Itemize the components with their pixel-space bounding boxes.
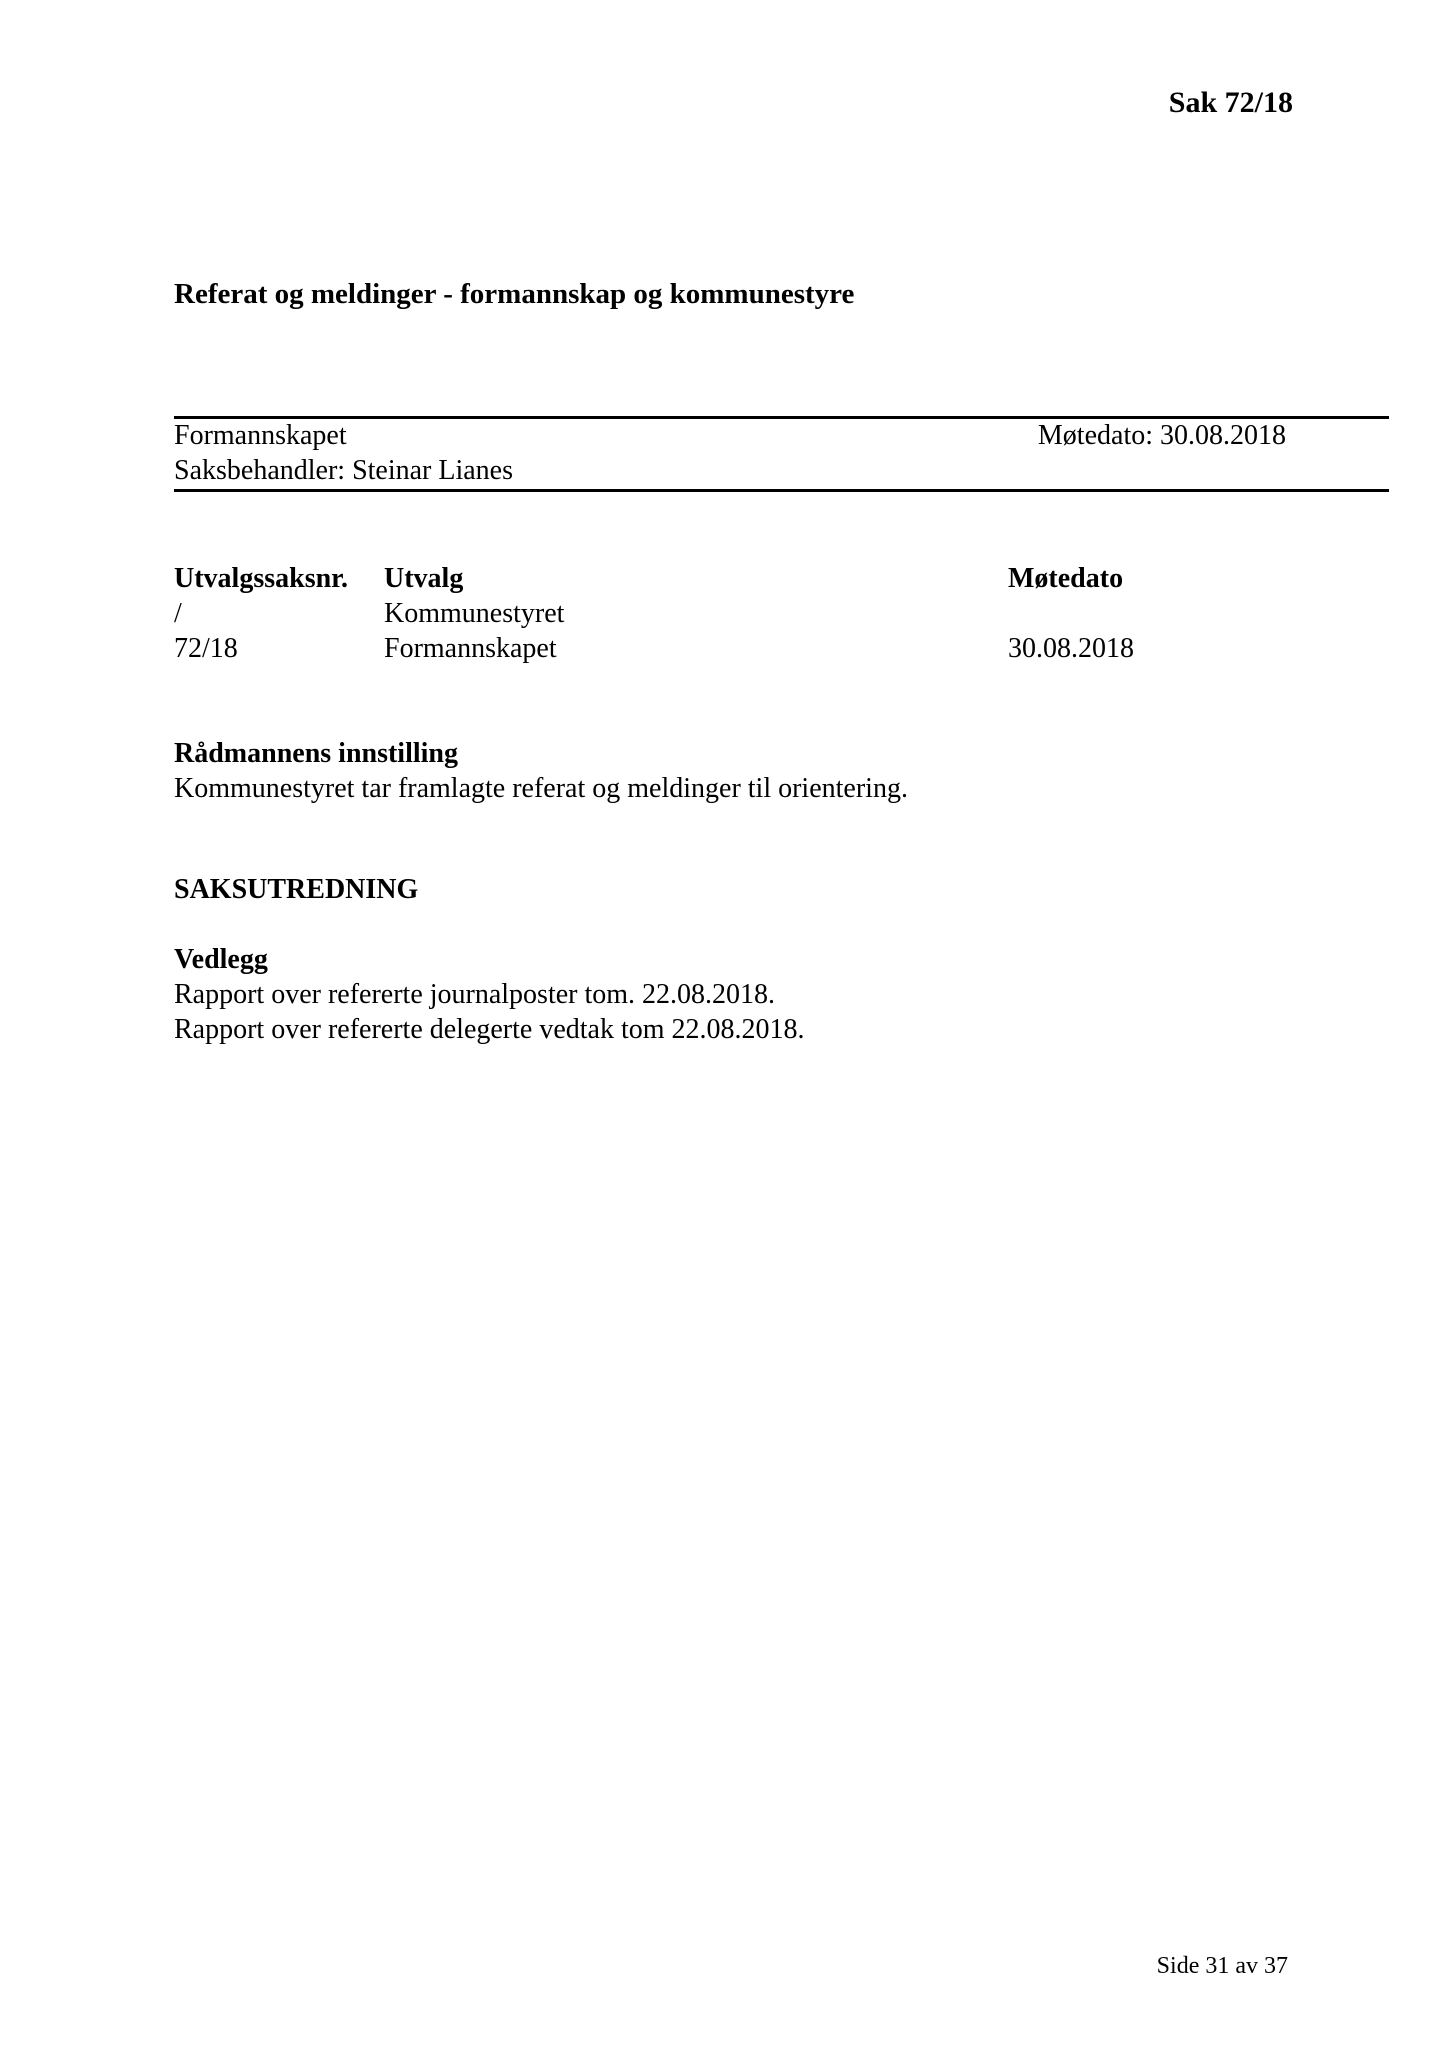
attachments-heading: Vedlegg	[174, 944, 268, 975]
table-cell-meeting-date: 30.08.2018	[1008, 633, 1134, 664]
header-rule-bottom	[174, 489, 1389, 492]
case-handler: Saksbehandler: Steinar Lianes	[174, 455, 514, 486]
report-heading: SAKSUTREDNING	[174, 874, 419, 905]
case-number: Sak 72/18	[1168, 86, 1293, 119]
recommendation-heading: Rådmannens innstilling	[174, 738, 458, 769]
meeting-date: Møtedato: 30.08.2018	[1037, 420, 1286, 451]
table-header-meeting-date: Møtedato	[1008, 563, 1124, 594]
table-cell-case-no: 72/18	[174, 633, 238, 664]
table-cell-committee: Kommunestyret	[384, 598, 565, 629]
table-cell-case-no: /	[174, 598, 182, 629]
committee-name: Formannskapet	[174, 420, 347, 451]
attachment-item: Rapport over refererte delegerte vedtak tom 22.08.2018.	[174, 1014, 805, 1045]
attachment-item: Rapport over refererte journalposter tom. 22.08.2018.	[174, 979, 776, 1010]
table-header-case-no: Utvalgssaksnr.	[174, 563, 349, 594]
document-title: Referat og meldinger - formannskap og kommunestyre	[174, 278, 855, 310]
header-rule-top	[174, 416, 1389, 419]
recommendation-text: Kommunestyret tar framlagte referat og meldinger til orientering.	[174, 773, 908, 804]
table-cell-committee: Formannskapet	[384, 633, 557, 664]
table-header-committee: Utvalg	[384, 563, 464, 594]
page-number: Side 31 av 37	[1156, 1953, 1288, 1979]
